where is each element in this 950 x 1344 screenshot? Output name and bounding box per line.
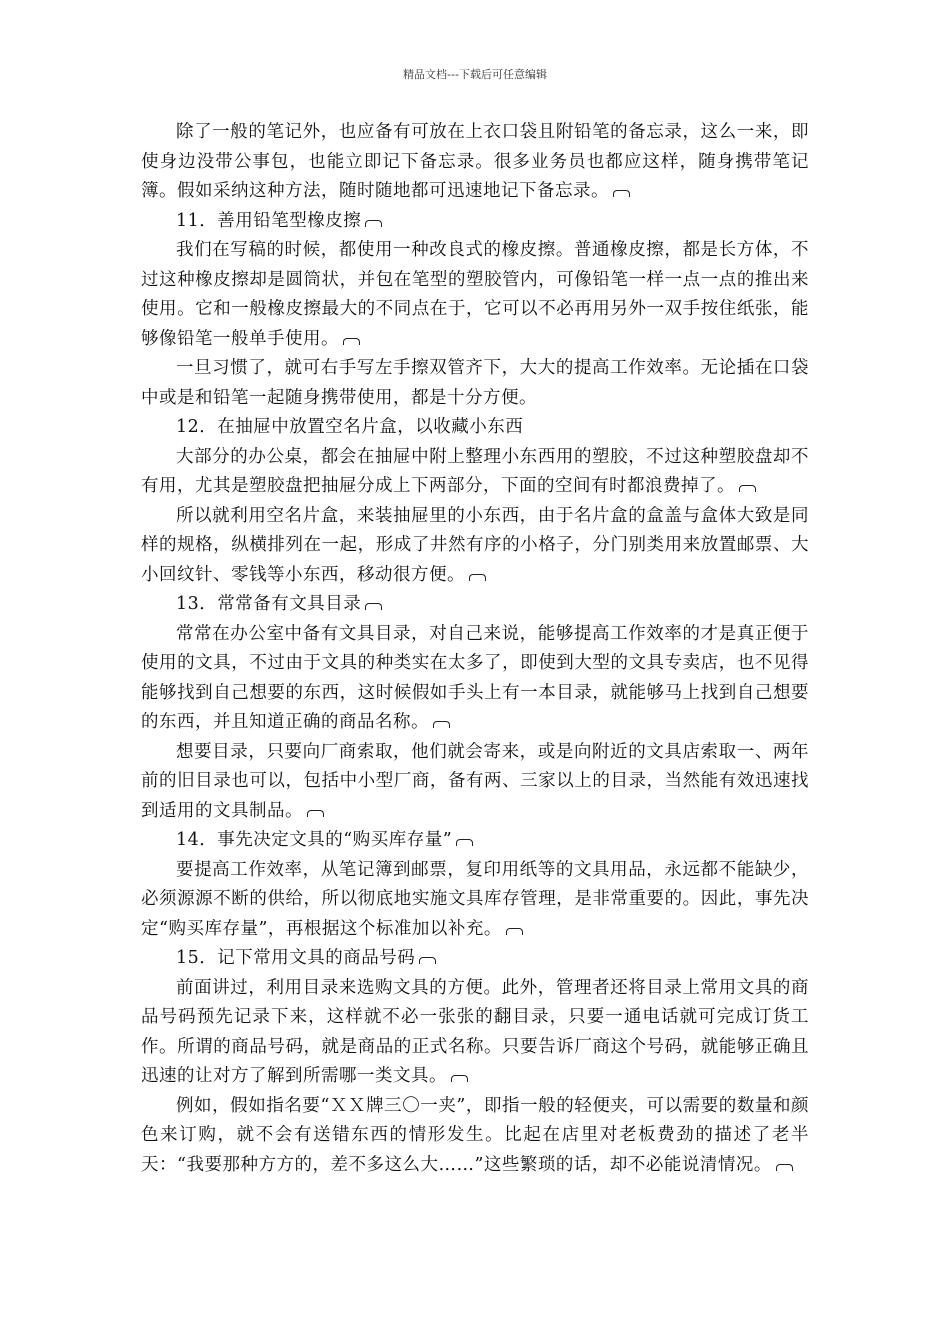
- paragraph-mark-icon: [451, 1075, 468, 1082]
- heading-text: 13．常常备有文具目录: [176, 594, 362, 614]
- paragraph-text: 除了一般的笔记外，也应备有可放在上衣口袋且附铅笔的备忘录，这么一来，即使身边没带公事包，也能立即记下备忘录。很多业务员也都应这样，随身携带笔记簿。假如采纳这种方法，随时随地都可迅速地记下备忘录。: [141, 122, 809, 201]
- paragraph-text: 常常在办公室中备有文具目录，对自己来说，能够提高工作效率的才是真正便于使用的文具，不过由于文具的种类实在太多了，即使到大型的文具专卖店，也不见得能够找到自己想要的东西，这时候假如手头上有一本目录，就能够马上找到自己想要的东西，并且知道正确的商品名称。: [141, 623, 809, 732]
- heading-text: 11．善用铅笔型橡皮擦: [176, 210, 362, 231]
- paragraph: [141, 1092, 809, 1181]
- heading-text: 12．在抽屉中放置空名片盒，以收藏小东西: [176, 417, 524, 437]
- paragraph-text: 例如，假如指名要“ＸＸ牌三〇一夹”，即指一般的轻便夹，可以需要的数量和颜色来订购，就不会有送错东西的情形发生。比起在店里对老板费劲的描述了老半天：“我要那种方方的，差不多这么大……”这些繁琐的话，却不必能说清情况。: [141, 1095, 809, 1175]
- paragraph-mark-icon: [506, 928, 523, 935]
- page-header: 精品文档---下载后可任意编辑: [403, 68, 547, 81]
- paragraph-text: 大部分的办公桌，都会在抽屉中附上整理小东西用的塑胶，不过这种塑胶盘却不有用，尤其是塑胶盘把抽屉分成上下两部分，下面的空间有时都浪费掉了。: [141, 446, 809, 496]
- paragraph-mark-icon: [456, 839, 473, 846]
- paragraph-text: 我们在写稿的时候，都使用一种改良式的橡皮擦。普通橡皮擦，都是长方体，不过这种橡皮擦却是圆筒状，并包在笔型的塑胶管内，可像铅笔一样一点一点的推出来使用。它和一般橡皮擦最大的不同点在于，它可以不必再用另外一双手按住纸张，能够像铅笔一般单手使用。: [141, 240, 809, 349]
- paragraph-mark-icon: [307, 810, 324, 817]
- heading-text: 15．记下常用文具的商品号码: [176, 948, 416, 968]
- paragraph-text: 一旦习惯了，就可右手写左手擦双管齐下，大大的提高工作效率。无论插在口袋中或是和铅笔一起随身携带使用，都是十分方便。: [141, 358, 809, 408]
- section-heading: [141, 413, 809, 443]
- paragraph-mark-icon: [469, 574, 486, 581]
- paragraph-text: 想要目录，只要向厂商索取，他们就会寄来，或是向附近的文具店索取一、两年前的旧目录也可以，包括中小型厂商，备有两、三家以上的目录，当然能有效迅速找到适用的文具制品。: [141, 741, 809, 821]
- paragraph: [141, 856, 809, 945]
- paragraph-mark-icon: [365, 603, 382, 610]
- paragraph: [141, 118, 809, 207]
- section-heading: [141, 207, 809, 237]
- section-heading: [141, 826, 809, 856]
- paragraph: [141, 443, 809, 502]
- heading-text: 14．事先决定文具的“购买库存量”: [176, 830, 453, 850]
- paragraph: [141, 974, 809, 1092]
- document-body: [141, 118, 809, 1180]
- paragraph-text: 要提高工作效率，从笔记簿到邮票，复印用纸等的文具用品，永远都不能缺少，必须源源不断的供给，所以彻底地实施文具库存管理，是非常重要的。因此，事先决定“购买库存量”，再根据这个标准加以补充。: [141, 859, 809, 939]
- paragraph-mark-icon: [419, 957, 436, 964]
- paragraph-mark-icon: [776, 1164, 793, 1171]
- paragraph-text: 所以就利用空名片盒，来装抽屉里的小东西，由于名片盒的盒盖与盒体大致是同样的规格，纵横排列在一起，形成了井然有序的小格子，分门别类用来放置邮票、大小回纹针、零钱等小东西，移动很方便。: [141, 505, 809, 585]
- paragraph: [141, 738, 809, 827]
- paragraph-mark-icon: [613, 190, 630, 197]
- paragraph: [141, 236, 809, 354]
- paragraph-mark-icon: [433, 721, 450, 728]
- paragraph-text: 前面讲过，利用目录来选购文具的方便。此外，管理者还将目录上常用文具的商品号码预先记录下来，这样就不必一张张的翻目录，只要一通电话就可完成订货工作。所谓的商品号码，就是商品的正式名称。只要告诉厂商这个号码，就能够正确且迅速的让对方了解到所需哪一类文具。: [141, 977, 809, 1086]
- paragraph-mark-icon: [343, 338, 360, 345]
- paragraph: [141, 502, 809, 591]
- paragraph-mark-icon: [365, 220, 382, 227]
- paragraph-mark-icon: [739, 485, 756, 492]
- section-heading: [141, 590, 809, 620]
- section-heading: [141, 944, 809, 974]
- paragraph: [141, 354, 809, 413]
- paragraph: [141, 620, 809, 738]
